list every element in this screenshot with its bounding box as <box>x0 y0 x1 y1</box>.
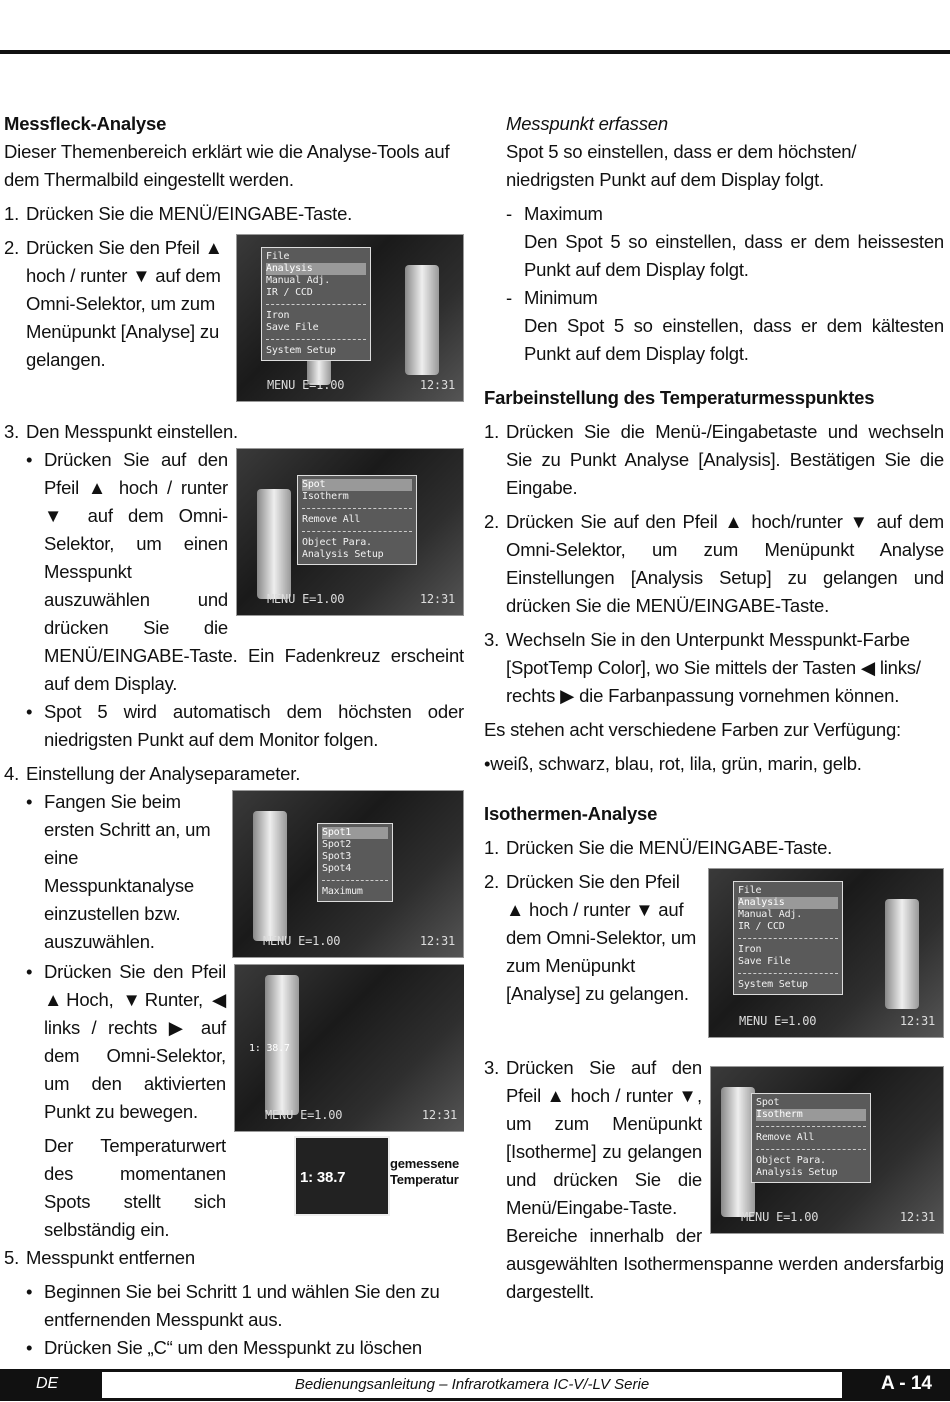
step-3-bullet-1: • Spot Isotherm Remove All Object Para. Analysis Setup MENU E=1.00 12:31 Drücken Sie auf den Pfeil ▲ hoch / runter ▼ auf dem Omni-Selektor, um einen Messpunkt auszuwählen und drücken Sie die MENÜ/EINGABE-Taste. Ein Fadenkreuz erscheint auf dem Display. <box>26 449 464 694</box>
top-rule <box>0 50 950 54</box>
minimum-text: Den Spot 5 so einstellen, dass er dem kältesten Punkt auf dem Display folgt. <box>524 315 944 364</box>
intro-text: Dieser Themenbereich erklärt wie die Analyse-Tools auf dem Thermalbild eingestellt werden. <box>4 141 450 190</box>
step-1: 1. Drücken Sie die MENÜ/EINGABE-Taste. <box>4 203 353 224</box>
step-3-bullet-2: • Spot 5 wird automatisch dem höchsten oder niedrigsten Punkt auf dem Monitor folgen. <box>26 701 464 750</box>
color-step-2: 2. Drücken Sie auf den Pfeil ▲ hoch/runter ▼ auf dem Omni-Selektor, um zum Menüpunkt Analyse Einstellungen [Analysis Setup] zu gelangen und drücken Sie die MENÜ/EINGABE-Taste. <box>484 511 944 616</box>
step-5: 5. Messpunkt entfernen <box>4 1247 195 1268</box>
step-4-bullet-1: • Spot1 Spot2 Spot3 Spot4 Maximum MENU E=1.00 12:31 Fangen Sie beim ersten Schritt an, um eine Messpunktanalyse einzustellen bzw. auszuwählen. <box>4 788 464 958</box>
page-footer <box>0 1369 950 1401</box>
maximum-item: - Maximum <box>506 203 603 224</box>
color-step-1: 1. Drücken Sie die Menü-/Eingabetaste und wechseln Sie zu Punkt Analyse [Analysis]. Bestätigen Sie die Eingabe. <box>484 421 944 498</box>
screenshot-analysis-menu: Spot Isotherm Remove All Object Para. Analysis Setup MENU E=1.00 12:31 <box>236 448 464 616</box>
screenshot-iso-analysis-menu: Spot Isotherm Remove All Object Para. Analysis Setup MENU E=1.00 12:31 <box>710 1066 944 1234</box>
iso-step-2: 2. File Analysis Manual Adj. IR / CCD Iron Save File System Setup MENU E=1.00 12:31 Drücken Sie den Pfeil ▲ hoch / runter ▼ auf dem Omni-Selektor, um zum Menüpunkt [Analyse] zu gelangen. <box>484 868 944 1038</box>
callout-label: gemessene Temperatur <box>390 1156 460 1187</box>
language-label: DE <box>36 1375 59 1392</box>
step-4-bullet-2: • 1: 38.7 MENU E=1.00 12:31 1: 38.7 gemessene Temperatur Drücken Sie den Pfeil ▲Hoch, ▼Runter, ◀ links / rechts ▶ auf dem Omni-Selektor, um den aktivierten Punkt zu bewegen. Der Temperaturwert des momentanen Spots stellt sich selbständig ein. <box>4 958 464 1244</box>
screenshot-spot-menu: Spot1 Spot2 Spot3 Spot4 Maximum MENU E=1.00 12:31 <box>232 790 464 958</box>
subheading-capture: Messpunkt erfassen <box>506 113 668 134</box>
step-5-bullet-1: • Beginnen Sie bei Schritt 1 und wählen Sie den zu entfernenden Messpunkt aus. <box>26 1281 440 1330</box>
main-menu: File Analysis Manual Adj. IR / CCD Iron Save File System Setup <box>261 247 371 361</box>
screenshot-spot-readout: 1: 38.7 MENU E=1.00 12:31 1: 38.7 gemessene Temperatur <box>234 964 464 1226</box>
iso-step-1: 1. Drücken Sie die MENÜ/EINGABE-Taste. <box>484 837 833 858</box>
minimum-item: - Minimum <box>506 287 598 308</box>
step-5-bullet-2: • Drücken Sie „C“ um den Messpunkt zu löschen <box>26 1337 423 1358</box>
manual-title: Bedienungsanleitung – Infrarotkamera IC-V/-LV Serie <box>102 1372 842 1398</box>
iso-step-3: 3. Spot Isotherm Remove All Object Para. Analysis Setup MENU E=1.00 12:31 Drücken Sie auf den Pfeil ▲ hoch / runter ▼, um zum Menüpunkt [Isotherme] zu gelangen und drücken Sie die Menü/Eingabe-Taste. Bereiche innerhalb der ausgewählten Isothermenspanne werden andersfarbig dargestellt. <box>484 1057 944 1302</box>
step-4: 4. Einstellung der Analyseparameter. <box>4 763 301 784</box>
screenshot-iso-main-menu: File Analysis Manual Adj. IR / CCD Iron Save File System Setup MENU E=1.00 12:31 <box>708 868 944 1038</box>
section-heading: Messfleck-Analyse <box>4 113 167 134</box>
step-2: 2. File Analysis Manual Adj. IR / CCD Iron Save File System Setup MENU E=1.00 12:31 Drücken Sie den Pfeil ▲ hoch / runter ▼ auf dem Omni-Selektor, um zum Menüpunkt [Analyse] zu gelangen. <box>4 234 464 402</box>
color-step-3: 3. Wechseln Sie in den Unterpunkt Messpunkt-Farbe [SpotTemp Color], wo Sie mittels der Tasten ◀ links/ rechts ▶ die Farbanpassung vornehmen können. <box>484 629 921 706</box>
page-number: A - 14 <box>880 1373 932 1394</box>
color-heading: Farbeinstellung des Temperaturmesspunktes <box>484 387 875 408</box>
maximum-text: Den Spot 5 so einstellen, dass er dem heissesten Punkt auf dem Display folgt. <box>524 231 944 280</box>
capture-text: Spot 5 so einstellen, dass er dem höchsten/ niedrigsten Punkt auf dem Display folgt. <box>506 141 857 190</box>
colors-list: •weiß, schwarz, blau, rot, lila, grün, marin, gelb. <box>484 753 862 774</box>
screenshot-main-menu: File Analysis Manual Adj. IR / CCD Iron Save File System Setup MENU E=1.00 12:31 <box>236 234 464 402</box>
analysis-menu: Spot Isotherm Remove All Object Para. Analysis Setup <box>297 475 417 565</box>
right-column <box>484 110 944 1306</box>
isotherm-heading: Isothermen-Analyse <box>484 803 658 824</box>
spot-menu: Spot1 Spot2 Spot3 Spot4 Maximum <box>317 823 393 902</box>
left-column <box>4 110 464 1362</box>
step-3: 3. Den Messpunkt einstellen. <box>4 421 238 442</box>
colors-intro: Es stehen acht verschiedene Farben zur Verfügung: <box>484 719 901 740</box>
zoom-inset: 1: 38.7 <box>294 1136 390 1216</box>
